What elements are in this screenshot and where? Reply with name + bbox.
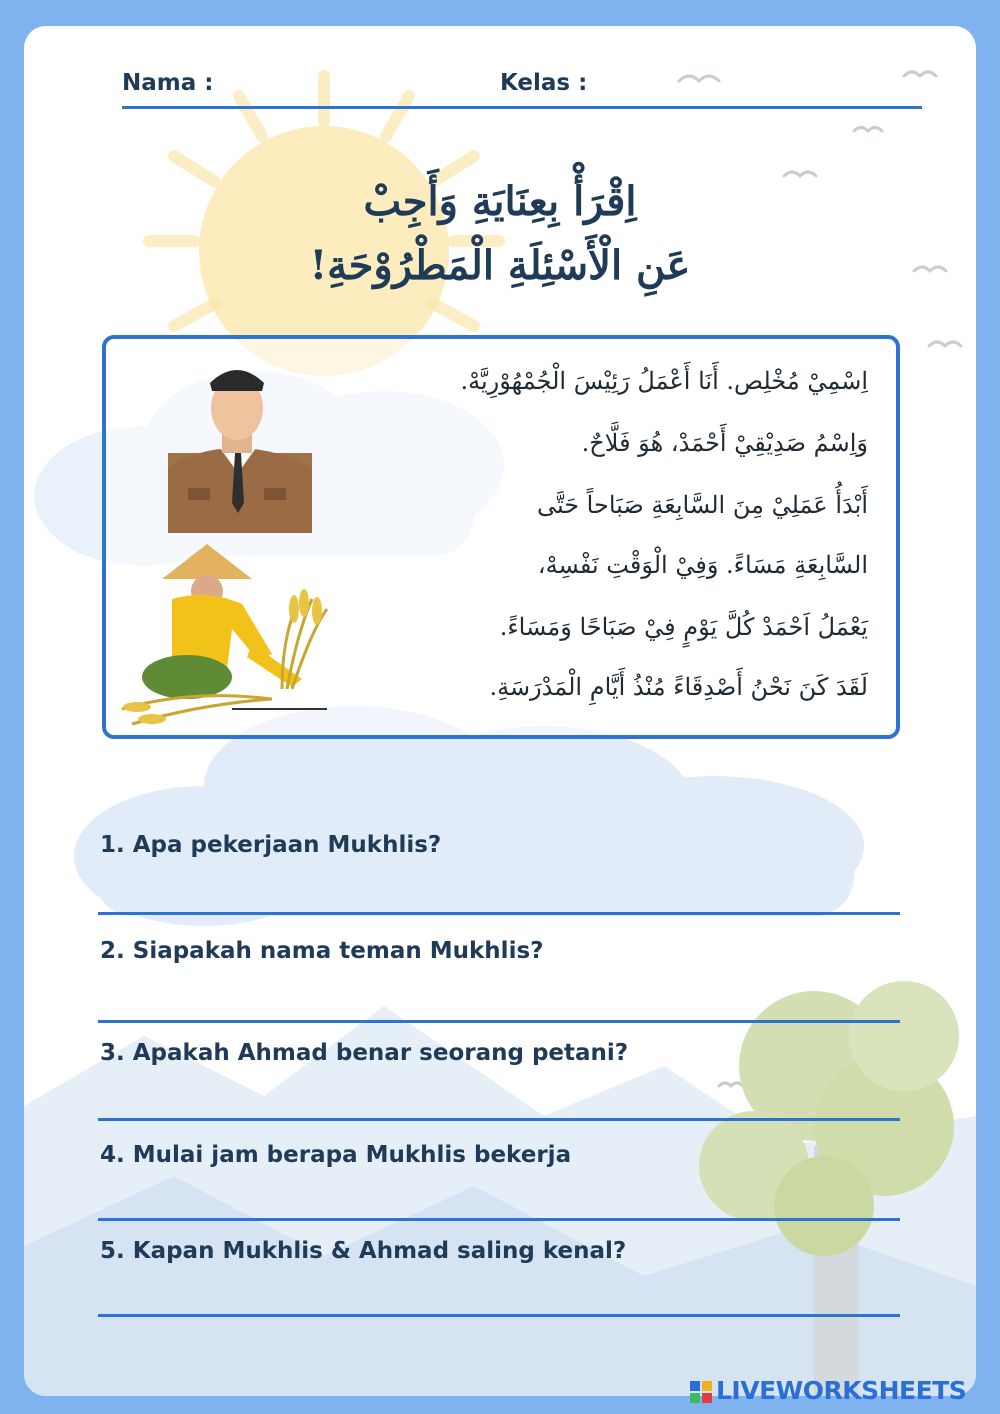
question-3: 3. Apakah Ahmad benar seorang petani?: [100, 1040, 629, 1066]
worksheet-page: [24, 26, 976, 1396]
story-line-4: السَّابِعَةِ مَسَاءً. وَفِيْ الْوَقْتِ نَفْسِهْ،: [537, 551, 868, 579]
answer-line-1[interactable]: [98, 912, 900, 915]
story-line-3: أَبْدَأُ عَمَلِيْ مِنَ السَّابِعَةِ صَبَاحاً حَتَّى: [536, 491, 868, 519]
student-info-row: [122, 70, 922, 109]
instruction-line-2: عَنِ الْأَسْئِلَةِ الْمَطْرُوْحَةِ!: [309, 242, 691, 289]
story-line-1: اِسْمِيْ مُخْلِص. أَنَا أَعْمَلُ رَئِيْسَ الْجُمْهُوْرِيَّهْ.: [460, 367, 868, 395]
liveworksheets-logo: [690, 1376, 966, 1406]
question-4: 4. Mulai jam berapa Mukhlis bekerja: [100, 1142, 572, 1168]
liveworksheets-mark-icon: [690, 1381, 712, 1403]
story-line-5: يَعْمَلُ اَحْمَدْ كُلَّ يَوْمٍ فِيْ صَبَاحًا وَمَسَاءً.: [499, 613, 868, 641]
question-5: 5. Kapan Mukhlis & Ahmad saling kenal?: [100, 1238, 627, 1264]
question-1: 1. Apa pekerjaan Mukhlis?: [100, 832, 442, 858]
sun-icon: [149, 76, 499, 376]
answer-line-3[interactable]: [98, 1118, 900, 1121]
president-portrait-icon: [158, 353, 318, 533]
name-label: Nama :: [122, 70, 214, 96]
brand-text: LIVEWORKSHEETS: [716, 1376, 967, 1405]
story-line-2: وَاِسْمُ صَدِيْقِيْ أَحْمَدْ، هُوَ فَلَّاحٌ.: [581, 429, 868, 457]
instruction-line-1: اِقْرَأْ بِعِنَايَةِ وَأَجِبْ: [363, 178, 637, 225]
class-label: Kelas :: [500, 70, 588, 96]
answer-line-4[interactable]: [98, 1218, 900, 1221]
reading-passage-box: [102, 335, 900, 739]
story-line-6: لَقَدَ كَنَ نَحْنُ أَصْدِقَاءً مُنْذُ أَيَّامِ الْمَدْرَسَةِ.: [489, 673, 868, 701]
answer-line-5[interactable]: [98, 1314, 900, 1317]
question-2: 2. Siapakah nama teman Mukhlis?: [100, 938, 544, 964]
cloud-lower-icon: [74, 706, 864, 926]
farmer-harvesting-icon: [112, 539, 332, 729]
answer-line-2[interactable]: [98, 1020, 900, 1023]
